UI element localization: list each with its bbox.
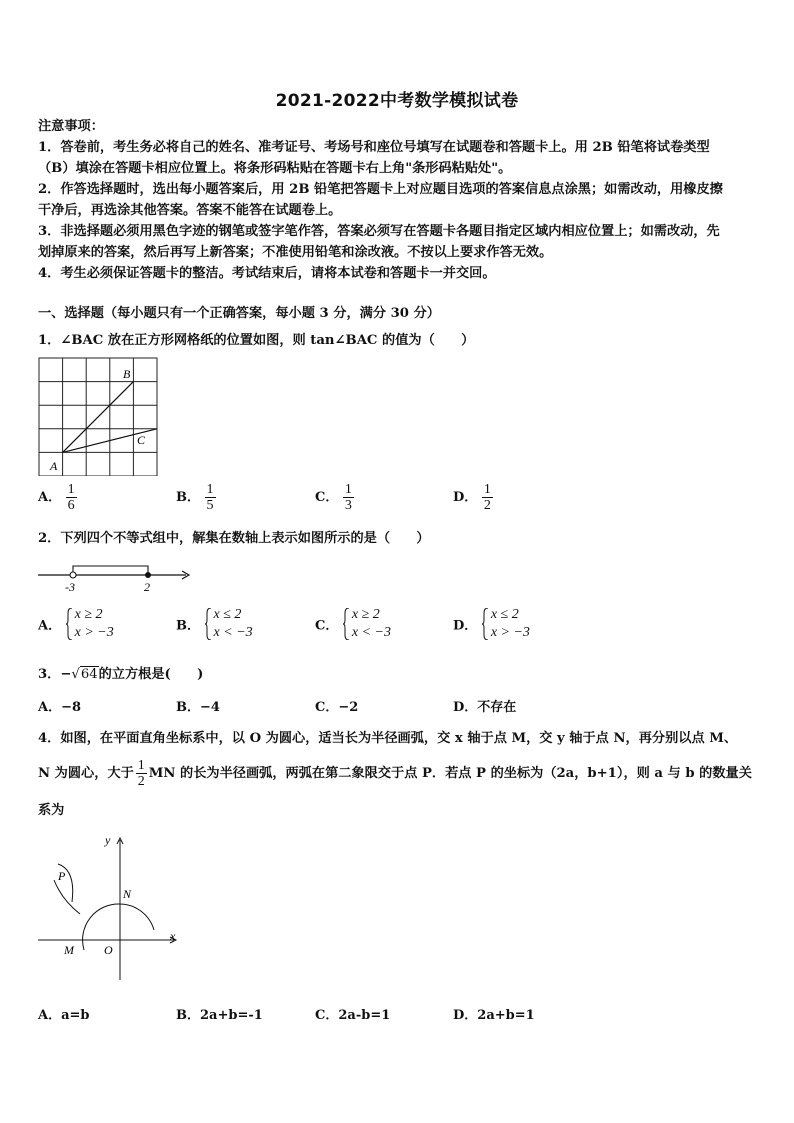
notice-line-3a: 3．非选择题必须用黑色字迹的钢笔或签字笔作答，答案必须写在答题卡各题目指定区域内相应位置上；如需改动，先 [38,224,720,239]
notice-line-1b: （B）填涂在答题卡相应位置上。将条形码粘贴在答题卡右上角"条形码粘贴处"。 [38,161,512,176]
q2-option-b[interactable]: B． x ≤ 2 x < −3 [176,607,253,640]
q2-option-a[interactable]: A． x ≥ 2 x > −3 [38,607,114,640]
notice-line-1a: 1．答卷前，考生务必将自己的姓名、准考证号、考场号和座位号填写在试题卷和答题卡上。用 2B 铅笔将试卷类型 [38,140,710,155]
page-title: 2021-2022中考数学模拟试卷 [275,91,519,111]
q4-option-c[interactable]: C．2a-b=1 [315,1008,391,1023]
open-dot [70,572,76,578]
inequality-system: x ≥ 2 x > −3 [66,606,114,642]
fraction: $\frac{1}{6}$ [67,482,75,513]
q4-line-3: 系为 [38,803,65,818]
label-o: O [104,943,113,957]
arc-from-n [54,880,80,914]
closed-dot [145,572,151,578]
q4-option-d[interactable]: D．2a+b=1 [453,1008,535,1023]
q1-option-c[interactable]: C． $\frac{1}{3}$ [315,482,352,513]
q2-stem: 2．下列四个不等式组中，解集在数轴上表示如图所示的是（ ） [38,531,430,546]
tick-label-left: -3 [65,580,75,594]
label-m: M [64,943,74,957]
arc-o [83,904,154,950]
q4-line-1: 4．如图，在平面直角坐标系中，以 O 为圆心，适当长为半径画弧，交 x 轴于点 M，交 y 轴于点 N，再分别以点 M、 [38,731,738,746]
label-c: C [137,433,146,447]
q1-stem: 1．∠BAC 放在正方形网格纸的位置如图，则 tan∠BAC 的值为（ ） [38,333,475,348]
fraction: $\frac{1}{5}$ [206,482,214,513]
q1-option-b[interactable]: B． $\frac{1}{5}$ [176,482,214,513]
q3-option-c[interactable]: C．−2 [315,700,359,715]
label-p: P [58,869,66,883]
sqrt-expression: √64 [71,667,98,682]
q3-option-b[interactable]: B．−4 [176,700,220,715]
notice-line-2a: 2．作答选择题时，选出每小题答案后，用 2B 铅笔把答题卡上对应题目选项的答案信息点涂黑；如需改动，用橡皮擦 [38,182,723,197]
q2-option-d[interactable]: D． x ≤ 2 x > −3 [453,607,530,640]
fraction: $\frac{1}{3}$ [344,482,352,513]
tick-label-right: 2 [144,580,150,594]
q2-number-line [36,560,196,596]
q3-stem: 3．−√64的立方根是( ) [38,667,204,682]
label-x: x [170,929,176,943]
q4-line-2: N 为圆心，大于 $\frac{1}{2}$ MN 的长为半径画弧，两弧在第二象限交于点 P．若点 P 的坐标为（2a，b+1），则 a 与 b 的数量关 [38,758,752,789]
section-heading: 一、选择题（每小题只有一个正确答案，每小题 3 分，满分 30 分） [38,306,440,321]
q2-option-c[interactable]: C． x ≥ 2 x < −3 [315,607,391,640]
notice-line-2b: 干净后，再选涂其他答案。答案不能答在试题卷上。 [38,203,342,218]
notice-line-4: 4．考生必须保证答题卡的整洁。考试结束后，请将本试卷和答题卡一并交回。 [38,266,496,281]
solution-bracket [73,566,148,575]
notice-line-3b: 划掉原来的答案，然后再写上新答案；不准使用铅笔和涂改液。不按以上要求作答无效。 [38,245,553,260]
label-n: N [123,887,132,901]
label-a: A [50,459,58,473]
q4-option-b[interactable]: B．2a+b=-1 [176,1008,263,1023]
fraction-half: $\frac{1}{2}$ [137,758,145,789]
label-y: y [105,833,111,847]
notice-heading: 注意事项： [38,119,104,134]
ray-ab [63,382,134,453]
q1-grid-figure [36,356,162,476]
q1-option-d[interactable]: D． $\frac{1}{2}$ [453,482,491,513]
inequality-system: x ≥ 2 x < −3 [343,606,391,642]
q4-option-a[interactable]: A．a=b [38,1008,90,1023]
q3-option-a[interactable]: A．−8 [38,700,82,715]
label-b: B [123,367,131,381]
q4-coordinate-figure [36,830,186,985]
inequality-system: x ≤ 2 x < −3 [205,606,253,642]
q3-option-d[interactable]: D．不存在 [453,700,517,715]
q1-option-a[interactable]: A． $\frac{1}{6}$ [38,482,75,513]
inequality-system: x ≤ 2 x > −3 [482,606,530,642]
fraction: $\frac{1}{2}$ [483,482,491,513]
